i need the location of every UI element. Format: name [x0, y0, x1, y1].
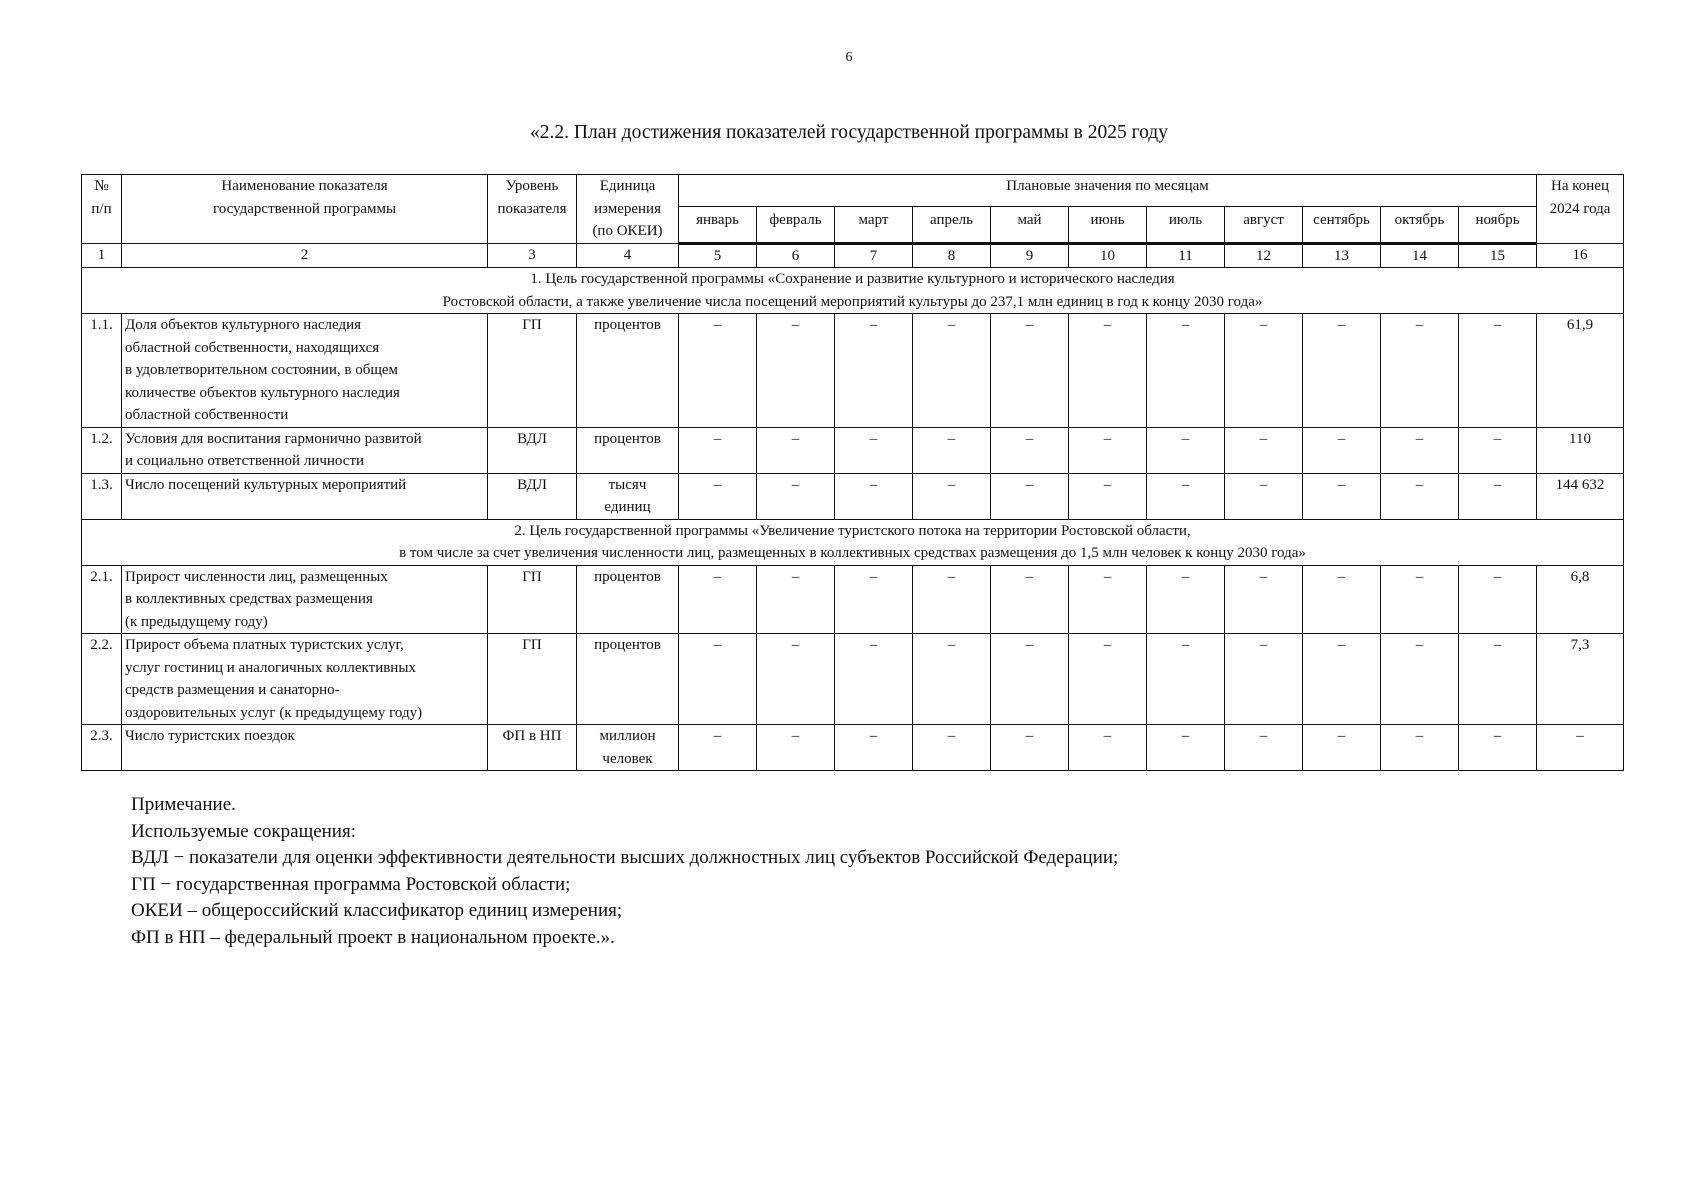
indicator-level: ФП в НП — [488, 725, 577, 771]
month-value: – — [679, 314, 757, 428]
month-value: – — [1225, 427, 1303, 473]
month-value: – — [835, 634, 913, 725]
header-month: июль — [1147, 207, 1225, 243]
unit-line: тысяч — [608, 476, 647, 493]
header-month: январь — [679, 207, 757, 243]
column-number: 6 — [757, 243, 835, 268]
header-month: март — [835, 207, 913, 243]
month-value: – — [1069, 314, 1147, 428]
goal-line: Ростовской области, а также увеличение числа посещений мероприятий культуры до 237,1 млн единиц в год к концу 2030 года» — [442, 293, 1263, 310]
month-value: – — [913, 725, 991, 771]
indicator-name — [122, 634, 488, 725]
month-value: – — [679, 565, 757, 634]
month-value: – — [757, 427, 835, 473]
month-value: – — [1303, 634, 1381, 725]
goal-text — [82, 268, 1624, 314]
month-value: – — [913, 565, 991, 634]
row-number: 1.2. — [82, 427, 122, 473]
goal-line: 1. Цель государственной программы «Сохранение и развитие культурного и исторического наследия — [530, 271, 1175, 287]
indicator-name — [122, 725, 488, 771]
table-body — [82, 175, 1624, 771]
month-value: – — [1147, 473, 1225, 519]
month-value: – — [991, 427, 1069, 473]
note-line: Используемые сокращения: — [131, 820, 356, 842]
table-row — [82, 314, 1624, 428]
row-number: 2.1. — [82, 565, 122, 634]
month-value: – — [1225, 565, 1303, 634]
month-value: – — [913, 427, 991, 473]
month-value: – — [913, 314, 991, 428]
unit-line: процентов — [594, 430, 661, 447]
month-value: – — [1381, 473, 1459, 519]
month-value: – — [757, 725, 835, 771]
header-month: февраль — [757, 207, 835, 243]
month-value: – — [1459, 634, 1537, 725]
indicator-name-line: Доля объектов культурного наследия — [125, 317, 362, 333]
indicator-name — [122, 427, 488, 473]
month-value: – — [1303, 473, 1381, 519]
goal-row — [82, 268, 1624, 314]
table-header-row — [82, 175, 1624, 207]
month-value: – — [835, 565, 913, 634]
month-value: – — [757, 634, 835, 725]
column-number: 4 — [577, 243, 679, 268]
month-value: – — [1381, 725, 1459, 771]
note-line: ВДЛ − показатели для оценки эффективности деятельности высших должностных лиц субъектов Российской Федерации; — [131, 847, 1119, 868]
month-value: – — [1147, 314, 1225, 428]
column-number: 13 — [1303, 243, 1381, 268]
indicator-level: ГП — [488, 314, 577, 428]
month-value: – — [1069, 634, 1147, 725]
month-value: – — [1381, 427, 1459, 473]
unit-line: процентов — [594, 317, 661, 333]
column-number: 5 — [679, 243, 757, 268]
indicator-name-line: Число посещений культурных мероприятий — [125, 476, 407, 493]
month-value: – — [1459, 473, 1537, 519]
month-value: – — [1381, 314, 1459, 428]
indicator-level: ВДЛ — [488, 427, 577, 473]
table-row — [82, 473, 1624, 519]
indicator-name-line: и социально ответственной личности — [125, 453, 365, 469]
row-number: 2.3. — [82, 725, 122, 771]
indicator-unit — [577, 314, 679, 428]
end-of-year-value: – — [1537, 725, 1624, 771]
column-number: 1 — [82, 243, 122, 268]
month-value: – — [913, 473, 991, 519]
month-value: – — [1147, 427, 1225, 473]
month-value: – — [1459, 427, 1537, 473]
header-month: сентябрь — [1303, 207, 1381, 243]
indicator-name-line: (к предыдущему году) — [125, 613, 268, 630]
unit-line: процентов — [594, 637, 661, 653]
indicator-name-line: областной собственности, находящихся — [125, 339, 380, 356]
header-end-of-year: На конец 2024 года — [1537, 175, 1624, 244]
indicator-level: ГП — [488, 634, 577, 725]
month-value: – — [1069, 725, 1147, 771]
indicator-level: ГП — [488, 565, 577, 634]
header-number: № п/п — [82, 175, 122, 244]
header-indicator-name: Наименование показателя государственной программы — [122, 175, 488, 244]
month-value: – — [991, 634, 1069, 725]
header-month: апрель — [913, 207, 991, 243]
end-of-year-value: 61,9 — [1537, 314, 1624, 428]
month-value: – — [679, 427, 757, 473]
month-value: – — [835, 725, 913, 771]
month-value: – — [679, 725, 757, 771]
note-line: Примечание. — [131, 794, 236, 815]
indicator-name-line: в удовлетворительном состоянии, в общем — [125, 362, 399, 378]
month-value: – — [913, 634, 991, 725]
note-line: ОКЕИ – общероссийский классификатор единиц измерения; — [131, 900, 623, 921]
goal-line: в том числе за счет увеличения численности лиц, размещенных в коллективных средствах размещения до 1,5 млн человек к концу 2030 года» — [399, 545, 1306, 561]
row-number: 1.3. — [82, 473, 122, 519]
month-value: – — [1069, 473, 1147, 519]
month-value: – — [757, 314, 835, 428]
indicator-level: ВДЛ — [488, 473, 577, 519]
goal-text — [82, 519, 1624, 565]
column-number: 7 — [835, 243, 913, 268]
column-number: 15 — [1459, 243, 1537, 268]
month-value: – — [1069, 427, 1147, 473]
header-indicator-level: Уровень показателя — [488, 175, 577, 244]
month-value: – — [679, 473, 757, 519]
table-row — [82, 427, 1624, 473]
indicator-name-line: количестве объектов культурного наследия — [125, 384, 400, 401]
month-value: – — [991, 314, 1069, 428]
header-month: ноябрь — [1459, 207, 1537, 243]
row-number: 2.2. — [82, 634, 122, 725]
month-value: – — [1225, 314, 1303, 428]
month-value: – — [1069, 565, 1147, 634]
indicator-unit — [577, 634, 679, 725]
indicator-name-line: средств размещения и санаторно- — [125, 682, 340, 698]
end-of-year-value: 144 632 — [1537, 473, 1624, 519]
month-value: – — [679, 634, 757, 725]
goal-line: 2. Цель государственной программы «Увеличение туристского потока на территории Ростовской области, — [514, 522, 1191, 539]
column-number: 10 — [1069, 243, 1147, 268]
indicator-name-line: Прирост объема платных туристских услуг, — [125, 637, 404, 653]
column-numbers-row — [82, 243, 1624, 268]
unit-line: единиц — [604, 499, 651, 515]
document-title: «2.2. План достижения показателей государственной программы в 2025 году — [530, 122, 1168, 143]
month-value: – — [1381, 565, 1459, 634]
indicators-plan-table — [81, 174, 1624, 771]
month-value: – — [1303, 314, 1381, 428]
end-of-year-value: 6,8 — [1537, 565, 1624, 634]
header-monthly-values: Плановые значения по месяцам — [679, 175, 1537, 207]
note-line: ФП в НП – федеральный проект в национальном проекте.». — [131, 926, 615, 948]
end-of-year-value: 110 — [1537, 427, 1624, 473]
month-value: – — [1381, 634, 1459, 725]
column-number: 3 — [488, 243, 577, 268]
month-value: – — [1303, 565, 1381, 634]
header-month: май — [991, 207, 1069, 243]
column-number: 9 — [991, 243, 1069, 268]
month-value: – — [991, 725, 1069, 771]
header-month: август — [1225, 207, 1303, 243]
month-value: – — [1459, 725, 1537, 771]
month-value: – — [1225, 473, 1303, 519]
month-value: – — [991, 565, 1069, 634]
notes-block — [131, 792, 1118, 951]
month-value: – — [835, 473, 913, 519]
unit-line: человек — [602, 750, 653, 767]
indicator-name-line: областной собственности — [125, 407, 289, 423]
month-value: – — [1459, 314, 1537, 428]
month-value: – — [1147, 725, 1225, 771]
table-row — [82, 565, 1624, 634]
column-number: 11 — [1147, 243, 1225, 268]
indicator-unit — [577, 725, 679, 771]
column-number: 2 — [122, 243, 488, 268]
goal-row — [82, 519, 1624, 565]
header-unit: Единица измерения (по ОКЕИ) — [577, 175, 679, 244]
month-value: – — [1225, 725, 1303, 771]
indicator-unit — [577, 427, 679, 473]
month-value: – — [757, 565, 835, 634]
month-value: – — [991, 473, 1069, 519]
column-number: 14 — [1381, 243, 1459, 268]
end-of-year-value: 7,3 — [1537, 634, 1624, 725]
indicator-name-line: в коллективных средствах размещения — [125, 591, 373, 607]
indicator-name — [122, 565, 488, 634]
indicator-name-line: Прирост численности лиц, размещенных — [125, 568, 388, 585]
month-value: – — [1147, 634, 1225, 725]
note-line: ГП − государственная программа Ростовской области; — [131, 873, 571, 895]
unit-line: процентов — [594, 568, 661, 585]
month-value: – — [1459, 565, 1537, 634]
month-value: – — [1225, 634, 1303, 725]
column-number: 8 — [913, 243, 991, 268]
page-number: 6 — [845, 50, 853, 65]
column-number: 16 — [1537, 243, 1624, 268]
column-number: 12 — [1225, 243, 1303, 268]
table-row — [82, 725, 1624, 771]
row-number: 1.1. — [82, 314, 122, 428]
indicator-name-line: Условия для воспитания гармонично развитой — [125, 430, 422, 447]
header-month: июнь — [1069, 207, 1147, 243]
month-value: – — [757, 473, 835, 519]
indicator-name — [122, 314, 488, 428]
header-month: октябрь — [1381, 207, 1459, 243]
unit-line: миллион — [599, 728, 656, 744]
month-value: – — [1147, 565, 1225, 634]
month-value: – — [835, 314, 913, 428]
indicator-name-line: услуг гостиниц и аналогичных коллективных — [125, 659, 416, 676]
month-value: – — [1303, 725, 1381, 771]
indicator-name-line: Число туристских поездок — [125, 728, 295, 744]
month-value: – — [835, 427, 913, 473]
table-row — [82, 634, 1624, 725]
indicator-name-line: оздоровительных услуг (к предыдущему году) — [125, 704, 423, 721]
indicator-name — [122, 473, 488, 519]
indicator-unit — [577, 565, 679, 634]
indicator-unit — [577, 473, 679, 519]
month-value: – — [1303, 427, 1381, 473]
